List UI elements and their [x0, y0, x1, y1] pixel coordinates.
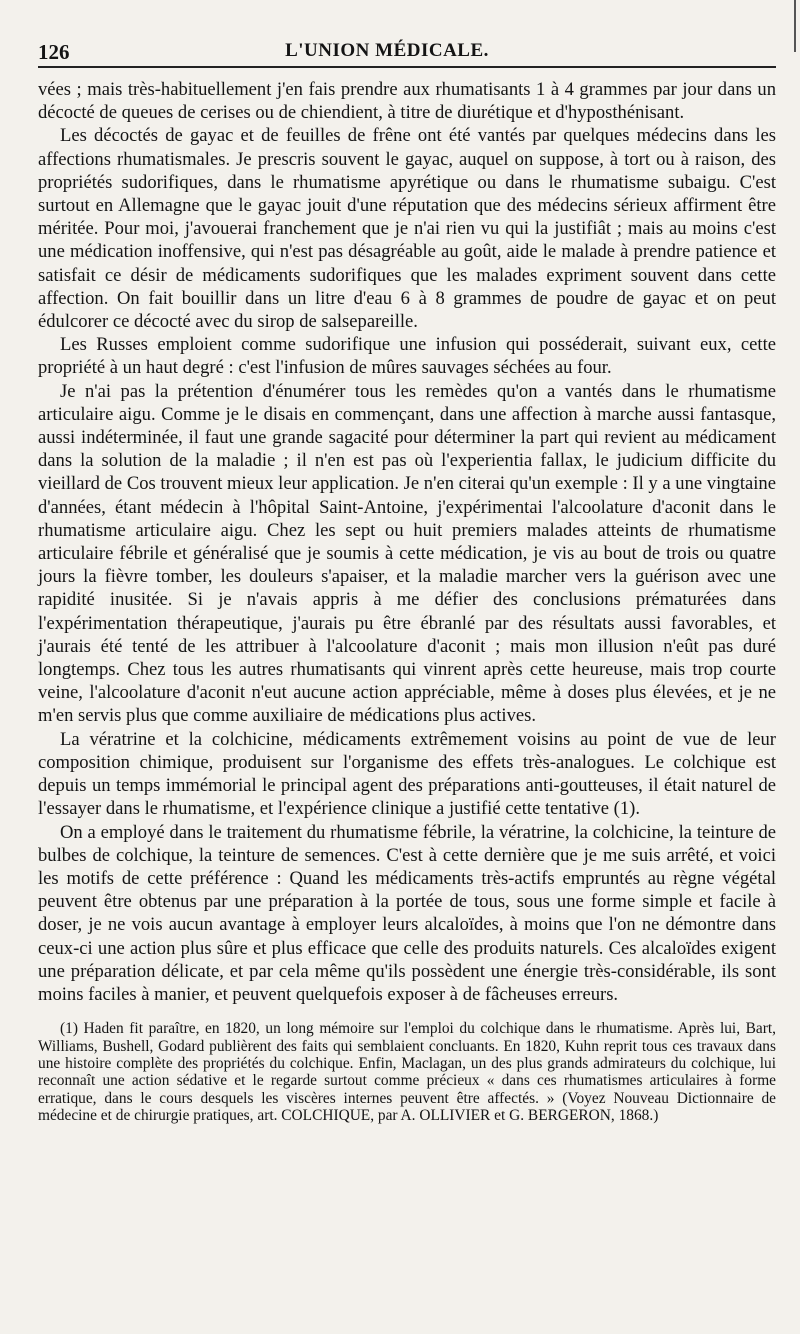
paragraph: vées ; mais très-habituellement j'en fais prendre aux rhumatisants 1 à 4 grammes par jour dans un décocté de queues de cerises ou de chiendient, à titre de diurétique et d'hyposthénisant.: [38, 79, 776, 124]
body-text: [38, 78, 776, 1006]
running-title: L'UNION MÉDICALE.: [285, 40, 489, 61]
footnote: (1) Haden fit paraître, en 1820, un long mémoire sur l'emploi du colchique dans le rhumatisme. Après lui, Bart, Williams, Bushell, Godard publièrent des faits qui semblaient concluants. En 1820, Kuhn reprit tous ces travaux dans une histoire complète des propriétés du colchique. Enfin, Maclagan, un des plus grands admirateurs du colchique, lui reconnaît une action sédative et le regarde surtout comme précieux « dans ces rhumatismes articulaires à forme erratique, dans le cours desquels les viscères internes peuvent être affectés. » (Voyez Nouveau Dictionnaire de médecine et de chirurgie pratiques, art. COLCHIQUE, par A. OLLIVIER et G. BERGERON, 1868.): [38, 1020, 776, 1125]
paragraph: Les décoctés de gayac et de feuilles de frêne ont été vantés par quelques médecins dans les affections rhumatismales. Je prescris souvent le gayac, auquel on suppose, à tort ou à raison, des propriétés sudorifiques, dans le rhumatisme apyrétique ou dans le rhumatisme subaigu. C'est surtout en Allemagne que le gayac jouit d'une réputation que des médecins sérieux affirment être méritée. Pour moi, j'avouerai franchement que je n'ai rien vu qui la justifiât ; mais au moins c'est une médication inoffensive, qui n'est pas désagréable au goût, aide le malade à prendre patience et satisfait ce désir de médicaments sudorifiques que les malades expriment souvent dans cette affection. On fait bouillir dans un litre d'eau 6 à 8 grammes de poudre de gayac et on peut édulcorer ce décocté avec du sirop de salsepareille.: [38, 125, 776, 333]
paragraph: Les Russes emploient comme sudorifique une infusion qui posséderait, suivant eux, cette propriété à un haut degré : c'est l'infusion de mûres sauvages séchées au four.: [38, 334, 776, 379]
page-number: 126: [38, 40, 70, 64]
paragraph: La vératrine et la colchicine, médicaments extrêmement voisins au point de vue de leur composition chimique, produisent sur l'organisme des effets très-analogues. Le colchique est depuis un temps immémorial le principal agent des préparations anti-goutteuses, il était naturel de l'essayer dans le rhumatisme, et l'expérience clinique a justifié cette tentative (1).: [38, 728, 776, 820]
paragraph: Je n'ai pas la prétention d'énumérer tous les remèdes qu'on a vantés dans le rhumatisme articulaire aigu. Comme je le disais en commençant, dans une affection à marche aussi fantasque, aussi indéterminée, il faut une grande sagacité pour déterminer la part qui revient au médicament dans la solution de la maladie ; il n'en est pas où l'experientia fallax, le judicium difficite du vieillard de Cos trouvent mieux leur application. Je n'en citerai qu'un exemple : Il y a une vingtaine d'années, étant médecin à l'hôpital Saint-Antoine, j'expérimentai l'alcoolature d'aconit dans le rhumatisme articulaire aigu. Chez les sept ou huit premiers malades atteints de rhumatisme articulaire fébrile et généralisé que je soumis à cette médication, je vis au bout de trois ou quatre jours la fièvre tomber, les douleurs s'apaiser, et la maladie marcher vers la guérison avec une rapidité inusitée. Si je n'avais appris à me défier des conclusions prématurées dans l'expérimentation thérapeutique, j'aurais pu être ébranlé par des résultats aussi favorables, et j'aurais été tenté de les attribuer à l'alcoolature d'aconit ; mais mon illusion n'eût pas duré longtemps. Chez tous les autres rhumatisants qui vinrent après cette heureuse, mais trop courte veine, l'alcoolature d'aconit n'eut aucune action appréciable, même à doses plus élevées, et je ne m'en servis plus que comme auxiliaire de médications plus actives.: [38, 380, 776, 727]
paragraph: On a employé dans le traitement du rhumatisme fébrile, la vératrine, la colchicine, la teinture de bulbes de colchique, la teinture de semences. C'est à cette dernière que je me suis arrêté, et voici les motifs de cette préférence : Quand les médicaments très-actifs empruntés au règne végétal peuvent être obtenus par une préparation à la portée de tous, sous une forme simple et facile à doser, je ne vois aucun avantage à employer leurs alcaloïdes, à moins que l'on ne démontre dans ceux-ci une action plus sûre et plus efficace que celle des produits naturels. Ces alcaloïdes exigent une préparation délicate, et par cela même qu'ils possèdent une énergie très-considérable, ils sont moins faciles à manier, et peuvent quelquefois exposer à de fâcheuses erreurs.: [38, 821, 776, 1005]
page-header: [38, 36, 776, 68]
margin-rule: [794, 0, 796, 52]
